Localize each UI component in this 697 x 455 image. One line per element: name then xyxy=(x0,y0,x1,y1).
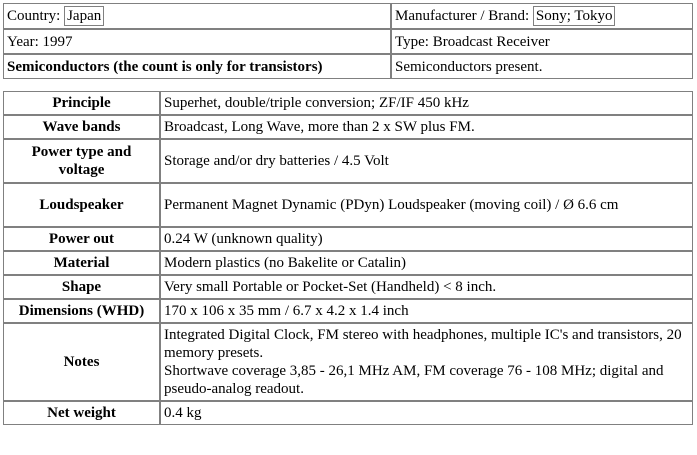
spec-value: Superhet, double/triple conversion; ZF/IF 450 kHz xyxy=(160,91,693,115)
spec-row-wave-bands xyxy=(3,115,693,139)
spec-value: 0.4 kg xyxy=(160,401,693,425)
spec-value: 0.24 W (unknown quality) xyxy=(160,227,693,251)
manufacturer-label: Manufacturer / Brand: xyxy=(395,8,530,24)
spec-row-net-weight xyxy=(3,401,693,425)
manufacturer-value: Sony; Tokyo xyxy=(533,6,616,26)
spec-label: Loudspeaker xyxy=(3,183,160,227)
spec-row-shape xyxy=(3,275,693,299)
notes-line: Shortwave coverage 3,85 - 26,1 MHz AM, FM coverage 76 - 108 MHz; digital and pseudo-analog readout. xyxy=(164,363,664,397)
header-table xyxy=(3,3,693,79)
spec-value: Storage and/or dry batteries / 4.5 Volt xyxy=(160,139,693,183)
spec-row-dimensions xyxy=(3,299,693,323)
header-row-semiconductors xyxy=(3,54,693,79)
type-cell: Type: Broadcast Receiver xyxy=(391,29,693,54)
spec-value: Very small Portable or Pocket-Set (Handheld) < 8 inch. xyxy=(160,275,693,299)
spec-label: Dimensions (WHD) xyxy=(3,299,160,323)
spec-value: 170 x 106 x 35 mm / 6.7 x 4.2 x 1.4 inch xyxy=(160,299,693,323)
spec-value xyxy=(160,323,693,401)
country-cell xyxy=(3,3,391,29)
spec-label: Material xyxy=(3,251,160,275)
manufacturer-cell xyxy=(391,3,693,29)
spec-label: Wave bands xyxy=(3,115,160,139)
header-row-year xyxy=(3,29,693,54)
spec-label: Shape xyxy=(3,275,160,299)
spec-row-material xyxy=(3,251,693,275)
year-cell: Year: 1997 xyxy=(3,29,391,54)
spec-value: Permanent Magnet Dynamic (PDyn) Loudspeaker (moving coil) / Ø 6.6 cm xyxy=(160,183,693,227)
spec-label: Net weight xyxy=(3,401,160,425)
spec-label: Principle xyxy=(3,91,160,115)
semiconductors-label: Semiconductors (the count is only for transistors) xyxy=(3,54,391,79)
country-value: Japan xyxy=(64,6,104,26)
spec-label: Notes xyxy=(3,323,160,401)
specs-table xyxy=(3,91,693,425)
spec-row-power-out xyxy=(3,227,693,251)
semiconductors-value: Semiconductors present. xyxy=(391,54,693,79)
spec-row-notes xyxy=(3,323,693,401)
spec-value: Modern plastics (no Bakelite or Catalin) xyxy=(160,251,693,275)
spec-label: Power out xyxy=(3,227,160,251)
spec-row-principle xyxy=(3,91,693,115)
spec-row-loudspeaker xyxy=(3,183,693,227)
spec-label: Power type and voltage xyxy=(3,139,160,183)
spec-value: Broadcast, Long Wave, more than 2 x SW plus FM. xyxy=(160,115,693,139)
country-label: Country: xyxy=(7,8,61,24)
header-row-country xyxy=(3,3,693,29)
notes-line: Integrated Digital Clock, FM stereo with headphones, multiple IC's and transistors, 20 memory presets. xyxy=(164,327,682,361)
spec-row-power-type xyxy=(3,139,693,183)
